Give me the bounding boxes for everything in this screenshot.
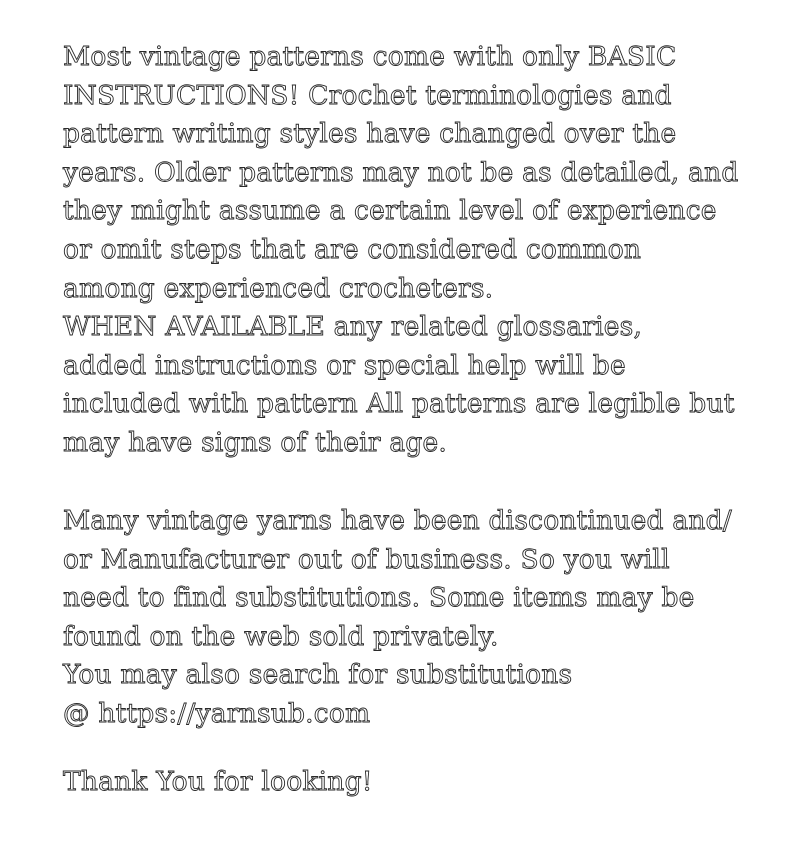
- paragraph-line: or omit steps that are considered common: [63, 233, 642, 265]
- paragraph-line: pattern writing styles have changed over the: [63, 118, 677, 150]
- paragraph-line: or Manufacturer out of business. So you will: [63, 543, 670, 575]
- paragraph-line: You may also search for substitutions: [63, 659, 573, 691]
- yarn-substitution-paragraph: [63, 502, 763, 734]
- paragraph-line: may have signs of their age.: [63, 426, 448, 458]
- paragraph-line: INSTRUCTIONS! Crochet terminologies and: [63, 79, 672, 111]
- basic-instructions-paragraph: [63, 38, 763, 463]
- paragraph-line: @ https://yarnsub.com: [63, 697, 371, 729]
- paragraph-line: they might assume a certain level of experience: [63, 195, 717, 227]
- paragraph-line: found on the web sold privately.: [63, 620, 499, 652]
- paragraph-line: added instructions or special help will be: [63, 349, 626, 381]
- paragraph-line: among experienced crocheters.: [63, 272, 494, 304]
- paragraph-line: years. Older patterns may not be as detailed, and: [63, 156, 739, 188]
- paragraph-line: Most vintage patterns come with only BASIC: [63, 41, 677, 72]
- paragraph-line: WHEN AVAILABLE any related glossaries,: [63, 311, 643, 343]
- paragraph-line: included with pattern All patterns are legible but: [63, 388, 735, 420]
- thank-you-paragraph: [63, 763, 763, 802]
- paragraph-line: Thank You for looking!: [63, 766, 373, 797]
- paragraph-line: Many vintage yarns have been discontinued and/: [63, 505, 732, 536]
- paragraph-line: need to find substitutions. Some items may be: [63, 582, 695, 614]
